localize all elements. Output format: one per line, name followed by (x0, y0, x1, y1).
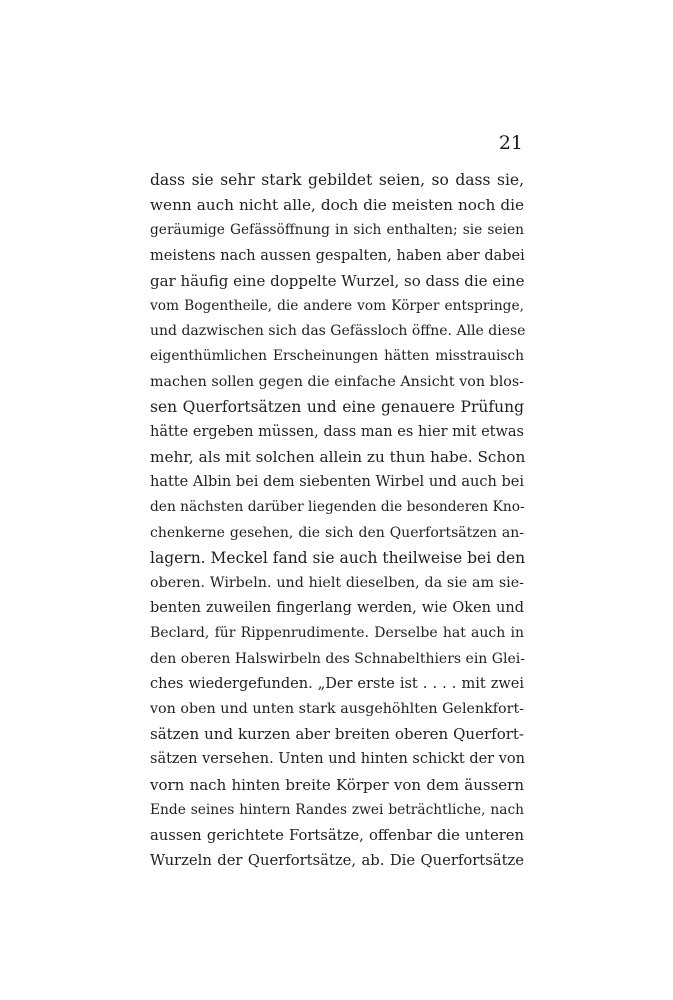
text-line: geräumige Gefässöffnung in sich enthalten; sie seien (150, 222, 524, 239)
text-line: sen Querfortsätzen und eine genauere Prüfung (150, 397, 524, 416)
text-line: gar häufig eine doppelte Wurzel, so dass die eine (150, 271, 525, 290)
text-line: hatte Albin bei dem siebenten Wirbel und auch bei (150, 474, 524, 491)
text-line: hätte ergeben müssen, dass man es hier mit etwas (150, 423, 524, 440)
text-line: chenkerne gesehen, die sich den Querfortsätzen an- (150, 524, 524, 541)
text-line: wenn auch nicht alle, doch die meisten noch die (150, 196, 524, 215)
text-line: den oberen Halswirbeln des Schnabelthiers ein Glei- (150, 650, 525, 667)
text-line: oberen. Wirbeln. und hielt dieselben, da sie am sie- (150, 575, 524, 591)
text-line: meistens nach aussen gespalten, haben aber dabei (150, 247, 525, 264)
text-line: mehr, als mit solchen allein zu thun habe. Schon (150, 448, 526, 467)
text-line: machen sollen gegen die einfache Ansicht von blos- (150, 373, 524, 390)
text-line: Wurzeln der Querfortsätze, ab. Die Querfortsätze (150, 852, 524, 870)
text-line: vom Bogentheile, die andere vom Körper entspringe, (150, 297, 524, 314)
page-number: 21 (498, 132, 523, 154)
text-line: lagern. Meckel fand sie auch theilweise bei den (150, 548, 526, 567)
text-line: ches wiedergefunden. „Der erste ist . . . . mit zwei (150, 675, 524, 692)
text-line: eigenthümlichen Erscheinungen hätten misstrauisch (150, 348, 524, 365)
text-line: dass sie sehr stark gebildet seien, so dass sie, (150, 171, 524, 189)
text-line: Beclard, für Rippenrudimente. Derselbe hat auch in (150, 625, 524, 642)
text-line: sätzen versehen. Unten und hinten schickt der von (150, 751, 525, 768)
text-line: Ende seines hintern Randes zwei beträchtliche, nach (150, 801, 524, 818)
text-line: von oben und unten stark ausgehöhlten Gelenkfort- (150, 700, 524, 717)
text-line: vorn nach hinten breite Körper von dem äussern (150, 775, 524, 794)
text-line: sätzen und kurzen aber breiten oberen Querfort- (150, 725, 524, 744)
body-text (150, 168, 524, 873)
text-line: benten zuweilen fingerlang werden, wie Oken und (150, 600, 524, 617)
text-line: aussen gerichtete Fortsätze, offenbar die unteren (150, 826, 524, 844)
text-line: den nächsten darüber liegenden die besonderen Kno- (150, 499, 525, 516)
text-line: und dazwischen sich das Gefässloch öffne. Alle diese (150, 323, 526, 340)
